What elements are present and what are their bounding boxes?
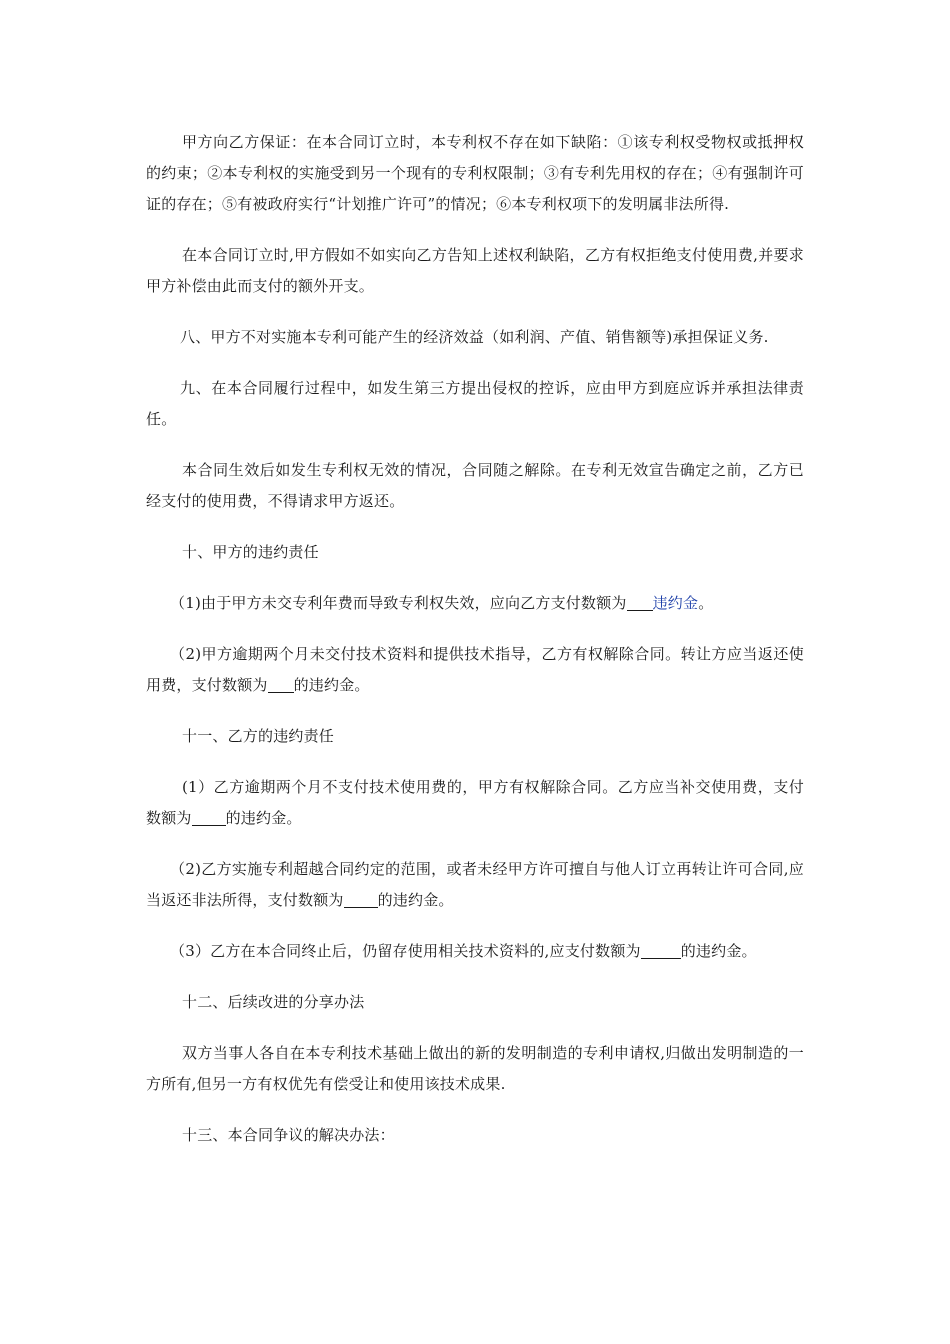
clause-10-item-2-end: 的违约金。	[293, 676, 370, 694]
clause-10-item-1-end: 。	[698, 594, 714, 612]
clause-13-heading: 十三、本合同争议的解决办法：	[182, 1126, 395, 1144]
amount-blank	[641, 942, 681, 959]
clause-11-item-3-end: 的违约金。	[680, 942, 757, 960]
clause-11-item-3	[146, 936, 804, 967]
defect-disclosure-paragraph: 在本合同订立时,甲方假如不如实向乙方告知上述权利缺陷，乙方有权拒绝支付使用费,并要求甲方补偿由此而支付的额外开支。	[146, 246, 804, 295]
clause-10-item-2	[146, 639, 804, 701]
clause-10-item-1	[146, 588, 804, 619]
amount-blank	[192, 809, 226, 826]
clause-11-item-1	[146, 772, 804, 834]
clause-11-item-1-text: (1）乙方逾期两个月不支付技术使用费的，甲方有权解除合同。乙方应当补交使用费，支付数额为	[146, 778, 804, 827]
clause-11-item-3-text: （3）乙方在本合同终止后，仍留存使用相关技术资料的,应支付数额为	[170, 942, 641, 960]
clause-12-heading: 十二、后续改进的分享办法	[182, 993, 365, 1011]
clause-11-heading: 十一、乙方的违约责任	[182, 727, 335, 745]
clause-8: 八、甲方不对实施本专利可能产生的经济效益（如利润、产值、销售额等)承担保证义务.	[180, 328, 769, 346]
penalty-link[interactable]: 违约金	[652, 594, 699, 612]
warranty-paragraph: 甲方向乙方保证：在本合同订立时，本专利权不存在如下缺陷：①该专利权受物权或抵押权的约束；②本专利权的实施受到另一个现有的专利权限制；③有专利先用权的存在；④有强制许可证的存在；⑤有被政府实行“计划推广许可”的情况；⑥本专利权项下的发明属非法所得.	[146, 133, 804, 213]
clause-10-item-2-text: （2)甲方逾期两个月未交付技术资料和提供技术指导，乙方有权解除合同。转让方应当返还使用费，支付数额为	[146, 645, 804, 694]
clause-11-item-2	[146, 854, 804, 916]
amount-blank	[627, 594, 653, 611]
amount-blank	[344, 891, 378, 908]
clause-10-item-1-text: （1)由于甲方未交专利年费而导致专利权失效，应向乙方支付数额为	[170, 594, 627, 612]
clause-10-heading: 十、甲方的违约责任	[182, 543, 319, 561]
clause-11-item-2-text: （2)乙方实施专利超越合同约定的范围，或者未经甲方许可擅自与他人订立再转让许可合同,应当返还非法所得，支付数额为	[146, 860, 804, 909]
invalidation-paragraph: 本合同生效后如发生专利权无效的情况，合同随之解除。在专利无效宣告确定之前，乙方已经支付的使用费，不得请求甲方返还。	[146, 461, 804, 510]
clause-11-item-1-end: 的违约金。	[225, 809, 302, 827]
clause-9: 九、在本合同履行过程中，如发生第三方提出侵权的控诉，应由甲方到庭应诉并承担法律责任。	[146, 379, 804, 428]
clause-12-body: 双方当事人各自在本专利技术基础上做出的新的发明制造的专利申请权,归做出发明制造的一方所有,但另一方有权优先有偿受让和使用该技术成果.	[146, 1044, 804, 1093]
amount-blank	[268, 676, 294, 693]
clause-11-item-2-end: 的违约金。	[377, 891, 454, 909]
